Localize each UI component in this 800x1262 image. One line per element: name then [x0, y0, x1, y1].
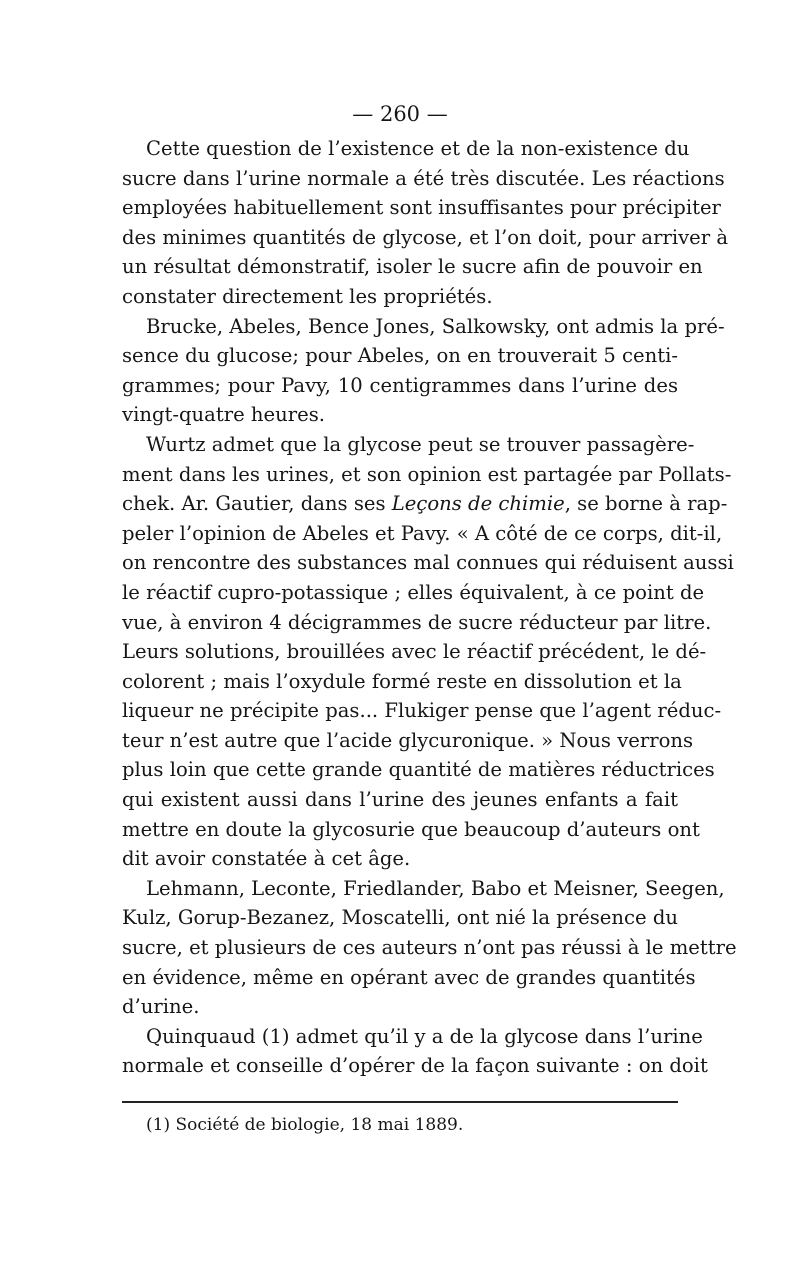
text-line: ment dans les urines, et son opinion est partagée par Pollats-	[122, 462, 732, 486]
text-line-with-italic	[122, 489, 728, 519]
text-line: Brucke, Abeles, Bence Jones, Salkowsky, ont admis la pré-	[146, 314, 725, 338]
text-line: Lehmann, Leconte, Friedlander, Babo et Meisner, Seegen,	[146, 876, 725, 900]
text-run: chek. Ar. Gautier, dans ses	[122, 492, 386, 516]
text-line: un résultat démonstratif, isoler le sucre afin de pouvoir en	[122, 255, 703, 279]
text-line: vue, à environ 4 décigrammes de sucre réducteur par litre.	[122, 610, 712, 634]
book-title-italic: Leçons de chimie	[391, 492, 565, 516]
text-line: constater directement les propriétés.	[122, 284, 493, 308]
text-line: peler l’opinion de Abeles et Pavy. « A côté de ce corps, dit-il,	[122, 521, 723, 545]
text-line: Kulz, Gorup-Bezanez, Moscatelli, ont nié la présence du	[122, 906, 678, 930]
text-line: mettre en doute la glycosurie que beaucoup d’auteurs ont	[122, 817, 700, 841]
text-line: en évidence, même en opérant avec de grandes quantités	[122, 965, 696, 989]
paragraph-4	[122, 874, 737, 1022]
page-number: — 260 —	[352, 102, 448, 126]
text-line: sucre dans l’urine normale a été très discutée. Les réactions	[122, 166, 725, 190]
text-line: liqueur ne précipite pas... Flukiger pense que l’agent réduc-	[122, 699, 722, 723]
text-line: Leurs solutions, brouillées avec le réactif précédent, le dé-	[122, 640, 707, 664]
text-line: grammes; pour Pavy, 10 centigrammes dans l’urine des	[122, 373, 678, 397]
text-line: teur n’est autre que l’acide glycuronique. » Nous verrons	[122, 728, 694, 752]
text-line: Wurtz admet que la glycose peut se trouver passagère-	[146, 432, 695, 456]
text-line: le réactif cupro-potassique ; elles équivalent, à ce point de	[122, 580, 705, 604]
text-line: normale et conseille d’opérer de la façon suivante : on doit	[122, 1054, 708, 1078]
footnote-rule	[122, 1101, 678, 1103]
footnote: (1) Société de biologie, 18 mai 1889.	[146, 1115, 464, 1135]
text-line: on rencontre des substances mal connues qui réduisent aussi	[122, 551, 734, 575]
paragraph-5	[122, 1022, 708, 1081]
text-line: Quinquaud (1) admet qu’il y a de la glycose dans l’urine	[146, 1024, 703, 1048]
text-line: d’urine.	[122, 995, 200, 1019]
paragraph-3	[122, 430, 734, 874]
text-line: employées habituellement sont insuffisantes pour précipiter	[122, 196, 721, 220]
text-line: sucre, et plusieurs de ces auteurs n’ont pas réussi à le mettre	[122, 936, 737, 960]
text-line: qui existent aussi dans l’urine des jeunes enfants a fait	[122, 788, 678, 812]
paragraph-1	[122, 134, 729, 312]
text-line: colorent ; mais l’oxydule formé reste en dissolution et la	[122, 669, 682, 693]
paragraph-2	[122, 312, 725, 430]
text-line: dit avoir constatée à cet âge.	[122, 847, 411, 871]
text-line: sence du glucose; pour Abeles, on en trouverait 5 centi-	[122, 344, 678, 368]
text-run: , se borne à rap-	[564, 492, 728, 516]
book-page	[122, 100, 737, 1137]
text-line: des minimes quantités de glycose, et l’on doit, pour arriver à	[122, 225, 729, 249]
text-line: Cette question de l’existence et de la non-existence du	[146, 137, 690, 160]
text-line: plus loin que cette grande quantité de matières réductrices	[122, 758, 715, 782]
text-line: vingt-quatre heures.	[122, 403, 325, 427]
